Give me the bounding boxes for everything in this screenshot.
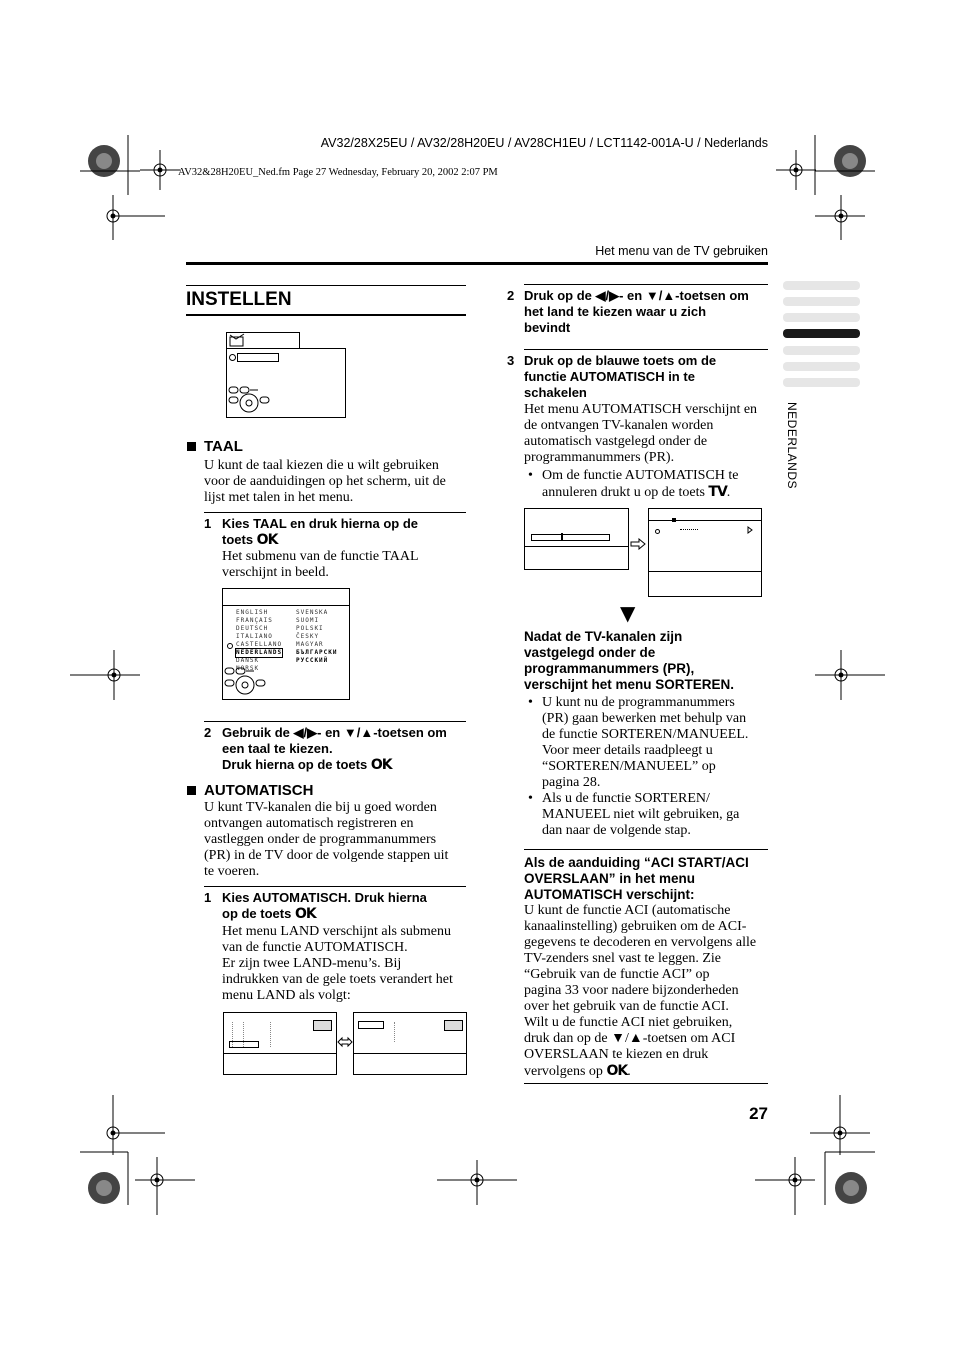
page-number: 27: [749, 1104, 768, 1123]
aci-body: U kunt de functie ACI (automatische kanaalinstelling) gebruiken om de ACI- gegevens te decoderen en vervolgens alle TV-zenders snel vast te leggen. Zie “Gebruik van de functie ACI” op pagina 33 voor nadere bijzonderheden over het gebruik van de functie ACI. Wilt u de functie ACI niet gebruiken, druk dan op de ▼/▲-toetsen om ACI OVERSLAAN te kiezen en druk vervolgens op OK.: [524, 903, 757, 1079]
list-item: • U kunt nu de programmanummers (PR) gaan bewerken met behulp van de functie SORTEREN/MANUEEL. Voor meer details raadpleegt u “SORTEREN/MANUEEL” op pagina 28.: [524, 695, 770, 791]
step2-rule: [524, 284, 768, 285]
taal-step1-rule: [204, 512, 466, 513]
page-title: INSTELLEN: [186, 289, 292, 310]
header-rule: [186, 262, 768, 265]
selected-language: NEDERLANDS: [236, 649, 283, 656]
taal-heading: TAAL: [204, 438, 243, 455]
step3-body: Het menu AUTOMATISCH verschijnt en de ontvangen TV-kanalen worden automatisch vastgelegd onder de programmanummers (PR).: [524, 402, 758, 465]
remote-nav-icon: [224, 666, 272, 696]
taal-intro: U kunt de taal kiezen die u wilt gebruiken voor de aanduidingen op het scherm, uit de lijst met talen in het menu.: [204, 458, 446, 505]
ok-key: OK: [256, 532, 278, 548]
taal-step1-text: Kies TAAL en druk hierna op de toets OK: [222, 516, 418, 548]
aci-rule: [524, 849, 768, 850]
side-tab-language: NEDERLANDS: [785, 402, 799, 490]
automatisch-step1-body: Het menu LAND verschijnt als submenu van de functie AUTOMATISCH. Er zijn twee LAND-menu’s. Bij indrukken van de gele toets verandert het menu LAND als volgt:: [222, 924, 453, 1003]
land-step3-num: 3: [507, 353, 515, 368]
ok-key: OK: [294, 906, 316, 922]
taal-bullet: [187, 442, 196, 451]
tv-setup-icon: [228, 333, 250, 347]
next-arrow-icon: [630, 538, 646, 550]
automatisch-heading: AUTOMATISCH: [204, 782, 314, 799]
tv-key: TV: [708, 484, 727, 500]
down-arrow-icon: ▼: [620, 601, 636, 625]
taal-step2-rule: [204, 721, 466, 722]
taal-step1-num: 1: [204, 516, 212, 531]
automatisch-intro: U kunt TV-kanalen die bij u goed worden ontvangen automatisch registreren en vastleggen onder de programmanummers (PR) in de TV door de volgende stappen uit te voeren.: [204, 800, 449, 879]
automatisch-step1-num: 1: [204, 890, 212, 905]
list-item: • Om de functie AUTOMATISCH te annuleren drukt u op de toets TV.: [524, 468, 770, 501]
aci-heading: Als de aanduiding “ACI START/ACI OVERSLAAN” in het menu AUTOMATISCH verschijnt:: [524, 855, 749, 902]
ok-key: OK: [370, 757, 392, 773]
language-list-left: ENGLISH FRANÇAIS DEUTSCH ITALIANO CASTELLANO NEDERLANDS DANSK NORSK: [236, 609, 283, 672]
nadat-bullet-list: [524, 695, 770, 839]
language-list-right: SVENSKA SUOMI POLSKI ČESKY MAGYAR БЪЛГАРСКИ РУССКИЙ: [296, 609, 338, 664]
swap-arrow-icon: [337, 1036, 353, 1048]
taal-step2-num: 2: [204, 725, 212, 740]
step3-rule: [524, 349, 768, 350]
taal-step2-text: Gebruik de ◀/▶- en ▼/▲-toetsen om een taal te kiezen. Druk hierna op de toets OK: [222, 725, 447, 773]
list-item: • Als u de functie SORTEREN/ MANUEEL niet wilt gebruiken, ga dan naar de volgende stap.: [524, 791, 770, 839]
model-line: AV32/28X25EU / AV32/28H20EU / AV28CH1EU / LCT1142-001A-U / Nederlands: [320, 136, 768, 150]
title-rule-top: [186, 285, 466, 286]
section-header: Het menu van de TV gebruiken: [595, 244, 768, 258]
step3-bullet-list: [524, 468, 770, 501]
ok-key: OK: [606, 1063, 628, 1079]
aci-rule-bottom: [524, 1083, 768, 1084]
land-step2-num: 2: [507, 288, 515, 303]
land-step2-text: Druk op de ◀/▶- en ▼/▲-toetsen om het land te kiezen waar u zich bevindt: [524, 288, 749, 335]
play-icon: [747, 526, 753, 534]
nadat-heading: Nadat de TV-kanalen zijn vastgelegd onder de programmanummers (PR), verschijnt het menu SORTEREN.: [524, 629, 735, 692]
remote-nav-icon: [228, 385, 276, 415]
title-rule-bottom: [186, 314, 466, 316]
land-step3-text: Druk op de blauwe toets om de functie AUTOMATISCH in te schakelen: [524, 353, 717, 400]
automatisch-bullet: [187, 786, 196, 795]
automatisch-step1-text: Kies AUTOMATISCH. Druk hierna op de toets OK: [222, 890, 427, 922]
automatisch-step1-rule: [204, 886, 466, 887]
taal-step1-body: Het submenu van de functie TAAL verschijnt in beeld.: [222, 549, 419, 580]
file-stamp: AV32&28H20EU_Ned.fm Page 27 Wednesday, February 20, 2002 2:07 PM: [178, 167, 498, 178]
